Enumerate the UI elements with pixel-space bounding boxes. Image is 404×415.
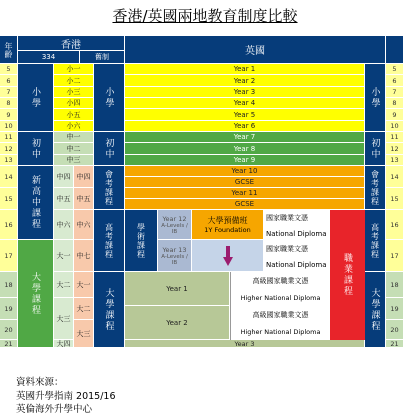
- age-cell-right: 11: [386, 132, 404, 143]
- age-cell-left: 10: [0, 121, 18, 132]
- hk-grade-new-uni: 大三: [54, 298, 74, 340]
- uk-year-bar: Year 7: [125, 132, 365, 143]
- right-gcse-label: 會考課程: [365, 166, 386, 210]
- right-header-corner: [386, 36, 404, 64]
- age-cell-right: 8: [386, 98, 404, 109]
- age-cell-left: 12: [0, 143, 18, 155]
- uk-year-bar: Year 4: [125, 98, 365, 109]
- hk-grade-new-senior: 中六: [54, 210, 74, 240]
- age-cell-right: 7: [386, 87, 404, 98]
- uk-uni-year1: Year 1: [125, 272, 230, 306]
- age-cell-right: 6: [386, 75, 404, 87]
- uk-year-bar: Year 10: [125, 166, 365, 177]
- uk-year-bar: Year 5: [125, 109, 365, 121]
- hk-grade-primary: 小二: [54, 75, 94, 87]
- age-cell-left: 5: [0, 64, 18, 75]
- hk-grade-old-senior: 中四: [74, 166, 94, 188]
- vocational-label: 職業課程: [330, 210, 365, 340]
- page-title: 香港/英國兩地教育制度比較: [112, 6, 298, 25]
- hk-grade-new-uni: 大二: [54, 272, 74, 298]
- age-cell-right: 12: [386, 143, 404, 155]
- uk-header: 英國: [125, 36, 386, 64]
- age-cell-left: 11: [0, 132, 18, 143]
- right-primary-label: 小學: [365, 64, 386, 132]
- hk-grade-primary: 小一: [54, 64, 94, 75]
- right-uni-label: 大學課程: [365, 272, 386, 348]
- age-cell-left: 8: [0, 98, 18, 109]
- down-arrow-icon: [223, 246, 233, 266]
- age-cell-right: 18: [386, 272, 404, 298]
- year13-cell: Year 13 A-Levels / IB: [158, 240, 192, 272]
- hk-grade-old-sixth: 中七: [74, 240, 94, 272]
- hnd-area: 高級國家職業文憑 Higher National Diploma 高級國家職業文憑 Higher National Diploma: [230, 272, 330, 340]
- foundation-arrow-cell: [192, 240, 264, 272]
- uk-year-bar: GCSE: [125, 199, 365, 210]
- hk-334-header: 334: [18, 51, 80, 64]
- hk-old-header: 舊制: [80, 51, 125, 64]
- age-cell-left: 18: [0, 272, 18, 298]
- age-cell-left: 20: [0, 320, 18, 340]
- uk-alevel-label: 高考課程: [94, 210, 125, 272]
- hk-grade-junior: 中三: [54, 155, 94, 166]
- uk-academic-label: 學術課程: [125, 210, 158, 272]
- age-cell-right: 10: [386, 121, 404, 132]
- hk-grade-new-senior: 中四: [54, 166, 74, 188]
- age-cell-left: 6: [0, 75, 18, 87]
- hk-grade-old-uni: 大三: [74, 320, 94, 348]
- age-cell-right: 21: [386, 340, 404, 348]
- age-cell-left: 9: [0, 109, 18, 121]
- source-line-1: 資料來源：: [16, 377, 64, 388]
- uk-gcse-label: 會考課程: [94, 166, 125, 210]
- hk-header: 香港: [18, 36, 125, 51]
- uk-year-bar: Year 3: [125, 87, 365, 98]
- source-line-3: 英倫海外升學中心: [16, 404, 93, 415]
- uk-year-bar: Year 8: [125, 143, 365, 155]
- age-cell-left: 21: [0, 340, 18, 348]
- age-header: 年齡: [0, 36, 18, 64]
- uk-year-bar: GCSE: [125, 177, 365, 188]
- age-cell-right: 14: [386, 166, 404, 188]
- uk-year-bar: Year 2: [125, 75, 365, 87]
- hk-grade-new-uni: 大一: [54, 240, 74, 272]
- age-cell-left: 13: [0, 155, 18, 166]
- uk-year-bar: Year 1: [125, 64, 365, 75]
- uk-primary-label: 小學: [94, 64, 125, 132]
- hk-uni-label: 大學課程: [18, 240, 54, 348]
- hk-senior-label: 新高中課程: [18, 166, 54, 240]
- age-cell-right: 17: [386, 240, 404, 272]
- uk-uni-label: 大學課程: [94, 272, 125, 348]
- hk-grade-old-sixth: 中六: [74, 210, 94, 240]
- age-cell-right: 20: [386, 320, 404, 340]
- hk-grade-primary: 小五: [54, 109, 94, 121]
- hk-primary-label: 小學: [18, 64, 54, 132]
- age-cell-right: 16: [386, 210, 404, 240]
- age-cell-left: 15: [0, 188, 18, 210]
- age-cell-right: 15: [386, 188, 404, 210]
- uk-junior-label: 初中: [94, 132, 125, 166]
- hk-grade-new-senior: 中五: [54, 188, 74, 210]
- foundation-cell: 大學預備班 1Y Foundation: [192, 210, 264, 240]
- hk-grade-primary: 小四: [54, 98, 94, 109]
- right-junior-label: 初中: [365, 132, 386, 166]
- age-cell-left: 7: [0, 87, 18, 98]
- hk-grade-junior: 中二: [54, 143, 94, 155]
- hk-grade-old-uni: 大二: [74, 298, 94, 320]
- year12-cell: Year 12 A-Levels / IB: [158, 210, 192, 240]
- uk-year-bar: Year 6: [125, 121, 365, 132]
- hk-grade-new-uni: 大四: [54, 340, 74, 348]
- age-cell-left: 16: [0, 210, 18, 240]
- age-cell-left: 17: [0, 240, 18, 272]
- source-line-2: 英國升學指南 2015/16: [16, 391, 116, 402]
- age-cell-left: 19: [0, 298, 18, 320]
- hk-grade-old-senior: 中五: [74, 188, 94, 210]
- uk-year-bar: Year 11: [125, 188, 365, 199]
- age-cell-left: 14: [0, 166, 18, 188]
- uk-uni-year2: Year 2: [125, 306, 230, 340]
- age-cell-right: 13: [386, 155, 404, 166]
- hk-grade-junior: 中一: [54, 132, 94, 143]
- hk-grade-old-uni: 大一: [74, 272, 94, 298]
- age-cell-right: 19: [386, 298, 404, 320]
- hk-grade-primary: 小六: [54, 121, 94, 132]
- age-cell-right: 5: [386, 64, 404, 75]
- voc-white-area-top: 國家職業文憑 National Diploma 國家職業文憑 National Diploma: [264, 210, 330, 272]
- right-alevel-label: 高考課程: [365, 210, 386, 272]
- uk-year-bar: Year 9: [125, 155, 365, 166]
- hk-junior-label: 初中: [18, 132, 54, 166]
- age-cell-right: 9: [386, 109, 404, 121]
- uk-uni-year3: Year 3: [125, 340, 365, 348]
- hk-grade-primary: 小三: [54, 87, 94, 98]
